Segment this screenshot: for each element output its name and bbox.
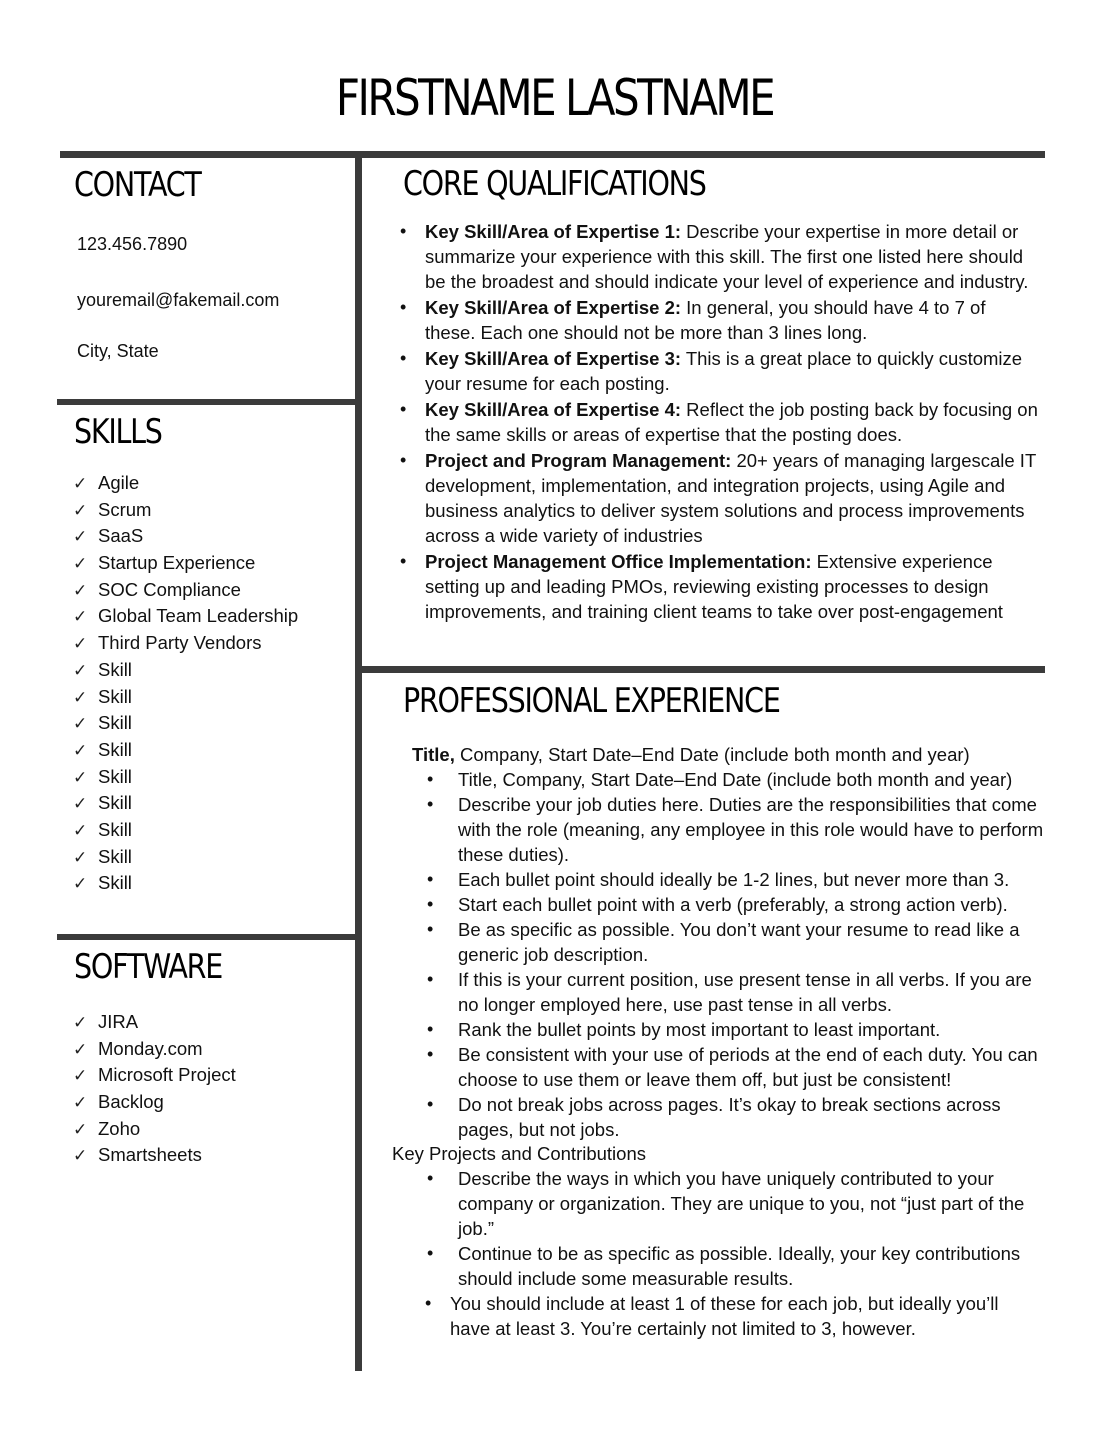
list-item — [73, 1062, 236, 1089]
list-item — [427, 1092, 1048, 1142]
list-item — [73, 657, 298, 684]
list-item — [73, 523, 298, 550]
list-item — [398, 346, 1038, 396]
list-item — [73, 603, 298, 630]
list-item — [73, 737, 298, 764]
list-item-label: Skill — [98, 792, 132, 814]
core-experience-divider — [359, 666, 1045, 673]
list-item-text: Describe your job duties here. Duties are the responsibilities that come with the role (meaning, any employee in this role would have to perform these duties). — [458, 794, 1044, 865]
list-item — [73, 870, 298, 897]
key-projects-heading: Key Projects and Contributions — [392, 1143, 646, 1164]
bullet-icon: • — [400, 551, 407, 571]
list-item-label: Scrum — [98, 498, 152, 520]
checkmark-icon: ✓ — [73, 874, 88, 895]
checkmark-icon: ✓ — [73, 500, 88, 521]
job-title-bold: Title, — [412, 744, 455, 765]
list-item-label: Skill — [98, 712, 132, 734]
list-item — [427, 917, 1048, 967]
list-item-text: If this is your current position, use present tense in all verbs. If you are no longer employed here, use past tense in all verbs. — [458, 969, 1032, 1015]
resume-name: FIRSTNAME LASTNAME — [335, 69, 774, 127]
bullet-icon: • — [427, 969, 434, 989]
list-item-text: Be consistent with your use of periods at the end of each duty. You can choose to use them or leave them off, but just be consistent! — [458, 1044, 1038, 1090]
list-item — [73, 1116, 236, 1143]
bullet-icon: • — [427, 1019, 434, 1039]
checkmark-icon: ✓ — [73, 847, 88, 868]
qualification-text: In general, you should have 4 to 7 of these. Each one should not be more than 3 lines long. — [425, 297, 986, 343]
qualification-label: Project and Program Management: — [425, 450, 732, 471]
list-item-label: Startup Experience — [98, 552, 256, 574]
checkmark-icon: ✓ — [73, 767, 88, 788]
checkmark-icon: ✓ — [73, 1093, 88, 1114]
list-item-label: Skill — [98, 818, 132, 840]
list-item-label: Skill — [98, 685, 132, 707]
software-heading: SOFTWARE — [74, 947, 223, 987]
list-item — [73, 577, 298, 604]
list-item-label: JIRA — [98, 1011, 139, 1032]
bullet-icon: • — [400, 399, 407, 419]
checkmark-icon: ✓ — [73, 580, 88, 601]
list-item — [427, 867, 1048, 892]
list-item-text: Title, Company, Start Date–End Date (include both month and year) — [458, 769, 1013, 790]
list-item — [427, 892, 1048, 917]
list-item — [398, 295, 1038, 345]
qualification-label: Project Management Office Implementation: — [425, 551, 812, 572]
bullet-icon: • — [400, 297, 407, 317]
list-item — [427, 1017, 1048, 1042]
checkmark-icon: ✓ — [73, 660, 88, 681]
checkmark-icon: ✓ — [73, 554, 88, 575]
skills-list — [73, 470, 298, 897]
list-item-label: Monday.com — [98, 1037, 203, 1059]
qualification-text: This is a great place to quickly customize your resume for each posting. — [425, 348, 1023, 394]
core-qualifications-list — [398, 219, 1038, 625]
qualification-text: Reflect the job posting back by focusing on the same skills or areas of expertise that the posting does. — [425, 399, 1038, 445]
contact-location: City, State — [77, 341, 159, 361]
list-item — [73, 710, 298, 737]
list-item — [398, 448, 1038, 548]
list-item-label: SaaS — [98, 525, 144, 547]
list-item — [73, 790, 298, 817]
checkmark-icon: ✓ — [73, 634, 88, 655]
list-item — [73, 817, 298, 844]
list-item — [73, 550, 298, 577]
checkmark-icon: ✓ — [73, 607, 88, 628]
contact-phone: 123.456.7890 — [77, 234, 188, 254]
job-title-line — [412, 742, 970, 767]
checkmark-icon: ✓ — [73, 1066, 88, 1087]
contact-skills-divider — [57, 399, 359, 405]
checkmark-icon: ✓ — [73, 1119, 88, 1140]
skills-heading: SKILLS — [74, 412, 162, 452]
bullet-icon: • — [400, 348, 407, 368]
list-item-label: Skill — [98, 765, 132, 787]
list-item — [73, 764, 298, 791]
qualification-label: Key Skill/Area of Expertise 3: — [425, 348, 682, 369]
list-item-label: Microsoft Project — [98, 1064, 236, 1086]
list-item — [398, 549, 1038, 624]
bullet-icon: • — [427, 769, 434, 789]
list-item — [398, 397, 1038, 447]
list-item-label: Backlog — [98, 1091, 164, 1113]
qualification-text: Describe your expertise in more detail or summarize your experience with this skill. The first one listed here should be the broadest and should indicate your level of experience and industry. — [425, 221, 1029, 292]
checkmark-icon: ✓ — [73, 714, 88, 735]
list-item-text: You should include at least 1 of these for each job, but ideally you’ll have at least 3. You’re certainly not limited to 3, however. — [450, 1293, 999, 1339]
bullet-icon: • — [400, 450, 407, 470]
list-item — [427, 792, 1048, 867]
list-item — [427, 1166, 1048, 1241]
bullet-icon: • — [427, 869, 434, 889]
list-item — [427, 1241, 1048, 1291]
list-item-label: Skill — [98, 845, 132, 867]
list-item-label: Global Team Leadership — [98, 605, 299, 627]
list-item-text: Continue to be as specific as possible. Ideally, your key contributions should include some measurable results. — [458, 1243, 1021, 1289]
qualification-text: 20+ years of managing largescale IT development, implementation, and integration projects, using Agile and business analytics to deliver system solutions and process improvements across a wide variety of industries — [425, 450, 1036, 546]
list-item-label: Skill — [98, 738, 132, 760]
checkmark-icon: ✓ — [73, 740, 88, 761]
bullet-icon: • — [425, 1293, 432, 1313]
checkmark-icon: ✓ — [73, 1146, 88, 1167]
checkmark-icon: ✓ — [73, 527, 88, 548]
list-item — [427, 967, 1048, 1017]
key-contributions-last — [425, 1291, 1040, 1341]
checkmark-icon: ✓ — [73, 1013, 88, 1033]
list-item — [73, 630, 298, 657]
list-item-label: Zoho — [98, 1117, 141, 1139]
job-duties-list — [427, 767, 1048, 1142]
list-item — [73, 470, 298, 497]
list-item — [73, 497, 298, 524]
job-title-rest: Company, Start Date–End Date (include both month and year) — [454, 744, 970, 765]
skills-software-divider — [57, 934, 359, 940]
vertical-divider — [355, 151, 362, 1371]
contact-heading: CONTACT — [74, 165, 201, 205]
bullet-icon: • — [427, 1168, 434, 1188]
list-item-text: Rank the bullet points by most important to least important. — [458, 1019, 941, 1040]
bullet-icon: • — [427, 1044, 434, 1064]
core-qualifications-heading: CORE QUALIFICATIONS — [403, 164, 706, 204]
list-item — [73, 1089, 236, 1116]
bullet-icon: • — [427, 794, 434, 814]
list-item-label: Skill — [98, 658, 132, 680]
list-item — [73, 1009, 236, 1036]
list-item — [73, 1036, 236, 1063]
bullet-icon: • — [427, 1094, 434, 1114]
qualification-label: Key Skill/Area of Expertise 1: — [425, 221, 682, 242]
bullet-icon: • — [427, 919, 434, 939]
list-item — [73, 684, 298, 711]
checkmark-icon: ✓ — [73, 474, 88, 494]
qualification-label: Key Skill/Area of Expertise 4: — [425, 399, 682, 420]
checkmark-icon: ✓ — [73, 687, 88, 708]
professional-experience-heading: PROFESSIONAL EXPERIENCE — [403, 681, 780, 721]
list-item — [427, 1042, 1048, 1092]
list-item — [427, 767, 1048, 792]
list-item — [73, 844, 298, 871]
list-item — [73, 1142, 236, 1169]
list-item-text: Do not break jobs across pages. It’s okay to break sections across pages, but not jobs. — [458, 1094, 1001, 1140]
checkmark-icon: ✓ — [73, 1039, 88, 1060]
list-item — [425, 1291, 1040, 1341]
qualification-label: Key Skill/Area of Expertise 2: — [425, 297, 682, 318]
list-item-label: SOC Compliance — [98, 578, 241, 600]
list-item-text: Be as specific as possible. You don’t want your resume to read like a generic job description. — [458, 919, 1020, 965]
checkmark-icon: ✓ — [73, 820, 88, 841]
list-item-text: Each bullet point should ideally be 1-2 lines, but never more than 3. — [458, 869, 1010, 890]
bullet-icon: • — [400, 221, 407, 241]
contact-email: youremail@fakemail.com — [77, 290, 280, 310]
top-divider — [60, 151, 1045, 158]
software-list — [73, 1009, 236, 1169]
bullet-icon: • — [427, 894, 434, 914]
list-item-text: Start each bullet point with a verb (preferably, a strong action verb). — [458, 894, 1008, 915]
qualification-text: Extensive experience setting up and leading PMOs, reviewing existing processes to design improvements, and training client teams to take over post-engagement — [425, 551, 1003, 622]
list-item-label: Smartsheets — [98, 1144, 202, 1166]
checkmark-icon: ✓ — [73, 794, 88, 815]
key-contributions-list — [427, 1166, 1048, 1291]
list-item — [398, 219, 1038, 294]
list-item-label: Skill — [98, 872, 132, 894]
list-item-text: Describe the ways in which you have uniquely contributed to your company or organization. They are unique to you, not “just part of the job.” — [458, 1168, 1025, 1239]
list-item-label: Agile — [98, 472, 140, 493]
bullet-icon: • — [427, 1243, 434, 1263]
list-item-label: Third Party Vendors — [98, 632, 262, 654]
